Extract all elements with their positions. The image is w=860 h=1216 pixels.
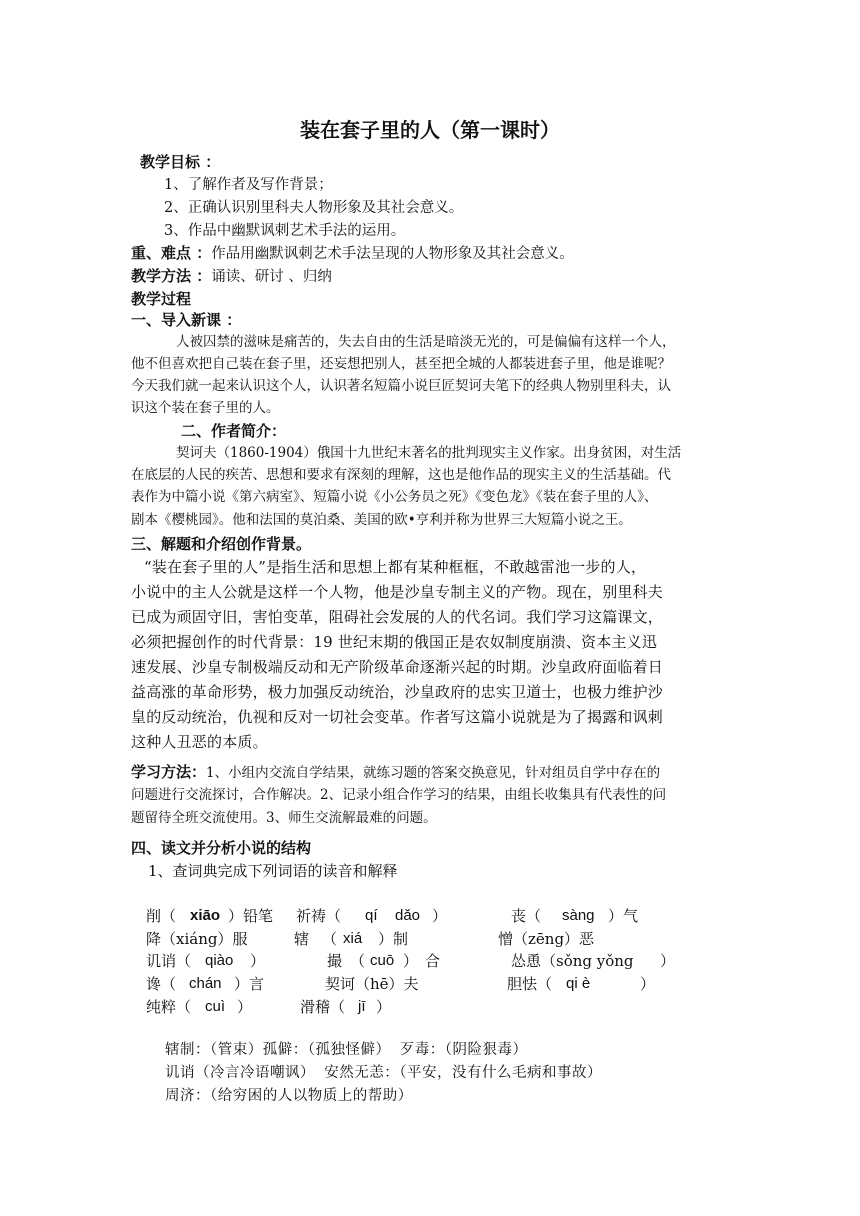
- study-text: 1、小组内交流自学结果，就练习题的答案交换意见，针对组员自学中存在的: [206, 765, 661, 781]
- section3-heading: 三、解题和介绍创作背景。: [131, 535, 312, 553]
- section3-line: 速发展、沙皇专制极端反动和无产阶级革命逐渐兴起的时期。沙皇政府面临着日: [131, 658, 664, 676]
- vocab-word: ）: [660, 952, 676, 970]
- goal-item: 1、了解作者及写作背景；: [164, 177, 333, 193]
- key-points-text: 作品用幽默讽刺艺术手法呈现的人物形象及其社会意义。: [211, 246, 574, 262]
- vocab-word: ）: [403, 952, 419, 970]
- vocab-word: ）: [432, 907, 448, 925]
- vocab-word: 讥诮（: [146, 952, 192, 970]
- vocab-pinyin: qiào: [205, 952, 234, 969]
- section3-line: 必须把握创作的时代背景：19 世纪末期的俄国正是农奴制度崩溃、资本主义迅: [131, 633, 658, 651]
- section3-line: 皇的反动统治，仇视和反对一切社会变革。作者写这篇小说就是为了揭露和讽刺: [131, 708, 664, 726]
- section1-line: 他不但喜欢把自己装在套子里，还妄想把别人，甚至把全城的人都装进套子里，他是谁呢？: [131, 356, 671, 372]
- vocab-word: 憎（zēng）恶: [498, 930, 595, 948]
- vocab-pinyin: xiāo: [190, 907, 221, 924]
- vocab-pinyin: sàng: [562, 907, 595, 924]
- goals-label: 教学目标 ：: [140, 153, 221, 171]
- methods-line: [131, 266, 332, 287]
- study-label: 学习方法：: [131, 763, 207, 781]
- vocab-word: ）言: [234, 975, 265, 993]
- section2-heading: 二、作者简介：: [181, 422, 287, 440]
- vocab-pinyin: chán: [189, 975, 222, 992]
- section1-line: 识这个装在套子里的人。: [131, 400, 280, 416]
- definition-line: 讥诮（冷言冷语嘲讽） 安然无恙：（平安，没有什么毛病和事故）: [165, 1065, 602, 1081]
- section1-line: 人被囚禁的滋味是痛苦的，失去自由的生活是暗淡无光的，可是偏偏有这样一个人，: [176, 334, 676, 350]
- vocab-pinyin: jī: [358, 998, 366, 1015]
- section3-line: “装在套子里的人”是指生活和思想上都有某种框框，不敢越雷池一步的人，: [144, 558, 647, 576]
- vocab-word: （: [350, 952, 366, 970]
- section4-sub: 1、查词典完成下列词语的读音和解释: [148, 862, 398, 880]
- section2-line: 剧本《樱桃园》。他和法国的莫泊桑、美国的欧•亨利并称为世界三大短篇小说之王。: [131, 512, 632, 528]
- section2-line: 表作为中篇小说《第六病室》、短篇小说《小公务员之死》《变色龙》《装在套子里的人》、: [131, 489, 658, 505]
- key-points-line: [131, 243, 574, 264]
- goal-item: 2、正确认识别里科夫人物形象及其社会意义。: [164, 200, 464, 216]
- vocab-pinyin: qí: [365, 907, 378, 924]
- study-line: 题留待全班交流使用。3、师生交流解最难的问题。: [131, 810, 437, 826]
- process-heading: 教学过程: [131, 290, 192, 308]
- section3-line: 这种人丑恶的本质。: [131, 733, 268, 751]
- vocab-word: ）铅笔: [228, 907, 274, 925]
- vocab-word: ）气: [608, 907, 639, 925]
- vocab-word: ）制: [378, 930, 409, 948]
- vocab-word: （: [322, 930, 338, 948]
- section3-line: 已成为顽固守旧，害怕变革，阻碍社会发展的人的代名词。我们学习这篇课文，: [131, 608, 664, 626]
- vocab-word: 合: [425, 952, 441, 970]
- methods-text: 诵读、研讨 、归纳: [211, 269, 332, 285]
- vocab-word: 祈祷（: [296, 907, 342, 925]
- vocab-word: 胆怯（: [507, 975, 553, 993]
- section1-heading: 一、导入新课 ：: [131, 311, 242, 329]
- vocab-word: ）: [250, 952, 266, 970]
- section3-line: 小说中的主人公就是这样一个人物，他是沙皇专制主义的产物。现在，别里科夫: [131, 583, 664, 601]
- vocab-word: 谗（: [146, 975, 177, 993]
- vocab-word: 纯粹（: [146, 998, 192, 1016]
- section2-line: 在底层的人民的疾苦、思想和要求有深刻的理解，这也是他作品的现实主义的生活基础。代: [131, 467, 671, 483]
- section1-line: 今天我们就一起来认识这个人，认识著名短篇小说巨匠契诃夫笔下的经典人物别里科夫，认: [131, 378, 671, 394]
- vocab-word: 怂恿（sǒng yǒng: [511, 952, 634, 970]
- key-points-label: 重、难点 ：: [131, 244, 212, 262]
- goal-item: 3、作品中幽默讽刺艺术手法的运用。: [164, 223, 406, 239]
- vocab-word: 削（: [146, 907, 177, 925]
- vocab-word: 丧（: [511, 907, 542, 925]
- section3-line: 益高涨的革命形势，极力加强反动统治，沙皇政府的忠实卫道士，也极力维护沙: [131, 683, 664, 701]
- vocab-word: ）: [376, 998, 392, 1016]
- page-title: 装在套子里的人（第一课时）: [300, 118, 560, 142]
- vocab-pinyin: dǎo: [395, 907, 421, 924]
- vocab-word: 契诃（hē）夫: [325, 975, 419, 993]
- definition-line: 周济：（给穷困的人以物质上的帮助）: [165, 1088, 413, 1104]
- section4-heading: 四、读文并分析小说的结构: [131, 839, 312, 857]
- vocab-word: 撮: [327, 952, 343, 970]
- vocab-pinyin: xiá: [343, 930, 363, 947]
- vocab-word: 降（xiáng）服: [146, 930, 248, 948]
- methods-label: 教学方法 ：: [131, 267, 212, 285]
- vocab-pinyin: qi è: [566, 975, 591, 992]
- vocab-word: ）: [640, 975, 656, 993]
- study-line: 问题进行交流探讨，合作解决。2、记录小组合作学习的结果，由组长收集具有代表性的问: [131, 787, 667, 803]
- vocab-pinyin: cuō: [370, 952, 395, 969]
- vocab-word: ）: [237, 998, 253, 1016]
- vocab-word: 辖: [294, 930, 310, 948]
- section2-line: 契诃夫（1860-1904）俄国十九世纪末著名的批判现实主义作家。出身贫困，对生活: [176, 445, 682, 461]
- vocab-pinyin: cuì: [205, 998, 226, 1015]
- definition-line: 辖制：（管束）孤僻：（孤独怪僻） 歹毒：（阴险狠毒）: [165, 1042, 528, 1058]
- study-line: [131, 762, 660, 783]
- vocab-word: 滑稽（: [300, 998, 346, 1016]
